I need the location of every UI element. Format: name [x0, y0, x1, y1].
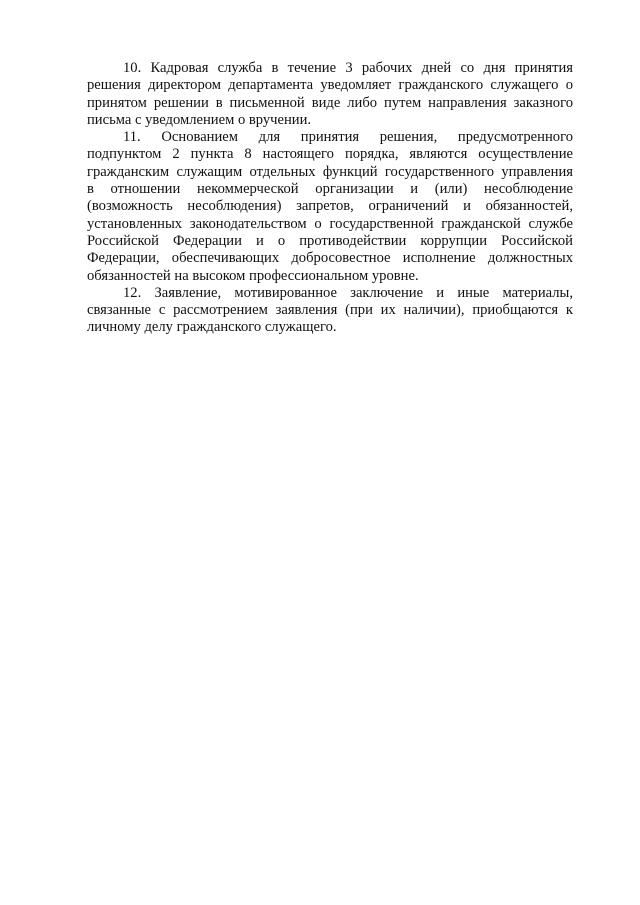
paragraph-line: личному делу гражданского служащего. — [87, 319, 337, 336]
paragraph-line: принятом решении в письменной виде либо путем направления заказного — [87, 94, 573, 111]
paragraph-11 — [87, 129, 573, 285]
paragraph-10 — [87, 60, 573, 129]
paragraph-line: 12. Заявление, мотивированное заключение и иные материалы, — [123, 284, 573, 301]
paragraph-line: (возможность несоблюдения) запретов, ограничений и обязанностей, — [87, 198, 573, 215]
paragraph-line: Российской Федерации и о противодействии коррупции Российской — [87, 232, 573, 249]
paragraph-line: решения директором департамента уведомляет гражданского служащего о — [87, 77, 573, 94]
paragraph-line: Федерации, обеспечивающих добросовестное исполнение должностных — [87, 250, 573, 267]
paragraph-line: 10. Кадровая служба в течение 3 рабочих дней со дня принятия — [123, 60, 573, 76]
paragraph-line: связанные с рассмотрением заявления (при их наличии), приобщаются к — [87, 302, 573, 319]
paragraph-12 — [87, 285, 573, 337]
document-body — [87, 60, 573, 337]
paragraph-line: 11. Основанием для принятия решения, предусмотренного — [123, 129, 573, 146]
paragraph-line: обязанностей на высоком профессиональном уровне. — [87, 267, 419, 284]
paragraph-line: установленных законодательством о государственной гражданской службе — [87, 215, 573, 232]
paragraph-line: письма с уведомлением о вручении. — [87, 111, 312, 128]
paragraph-line: подпунктом 2 пункта 8 настоящего порядка, являются осуществление — [87, 146, 573, 163]
paragraph-line: в отношении некоммерческой организации и (или) несоблюдение — [87, 181, 573, 198]
paragraph-line: гражданским служащим отдельных функций государственного управления — [87, 163, 573, 180]
